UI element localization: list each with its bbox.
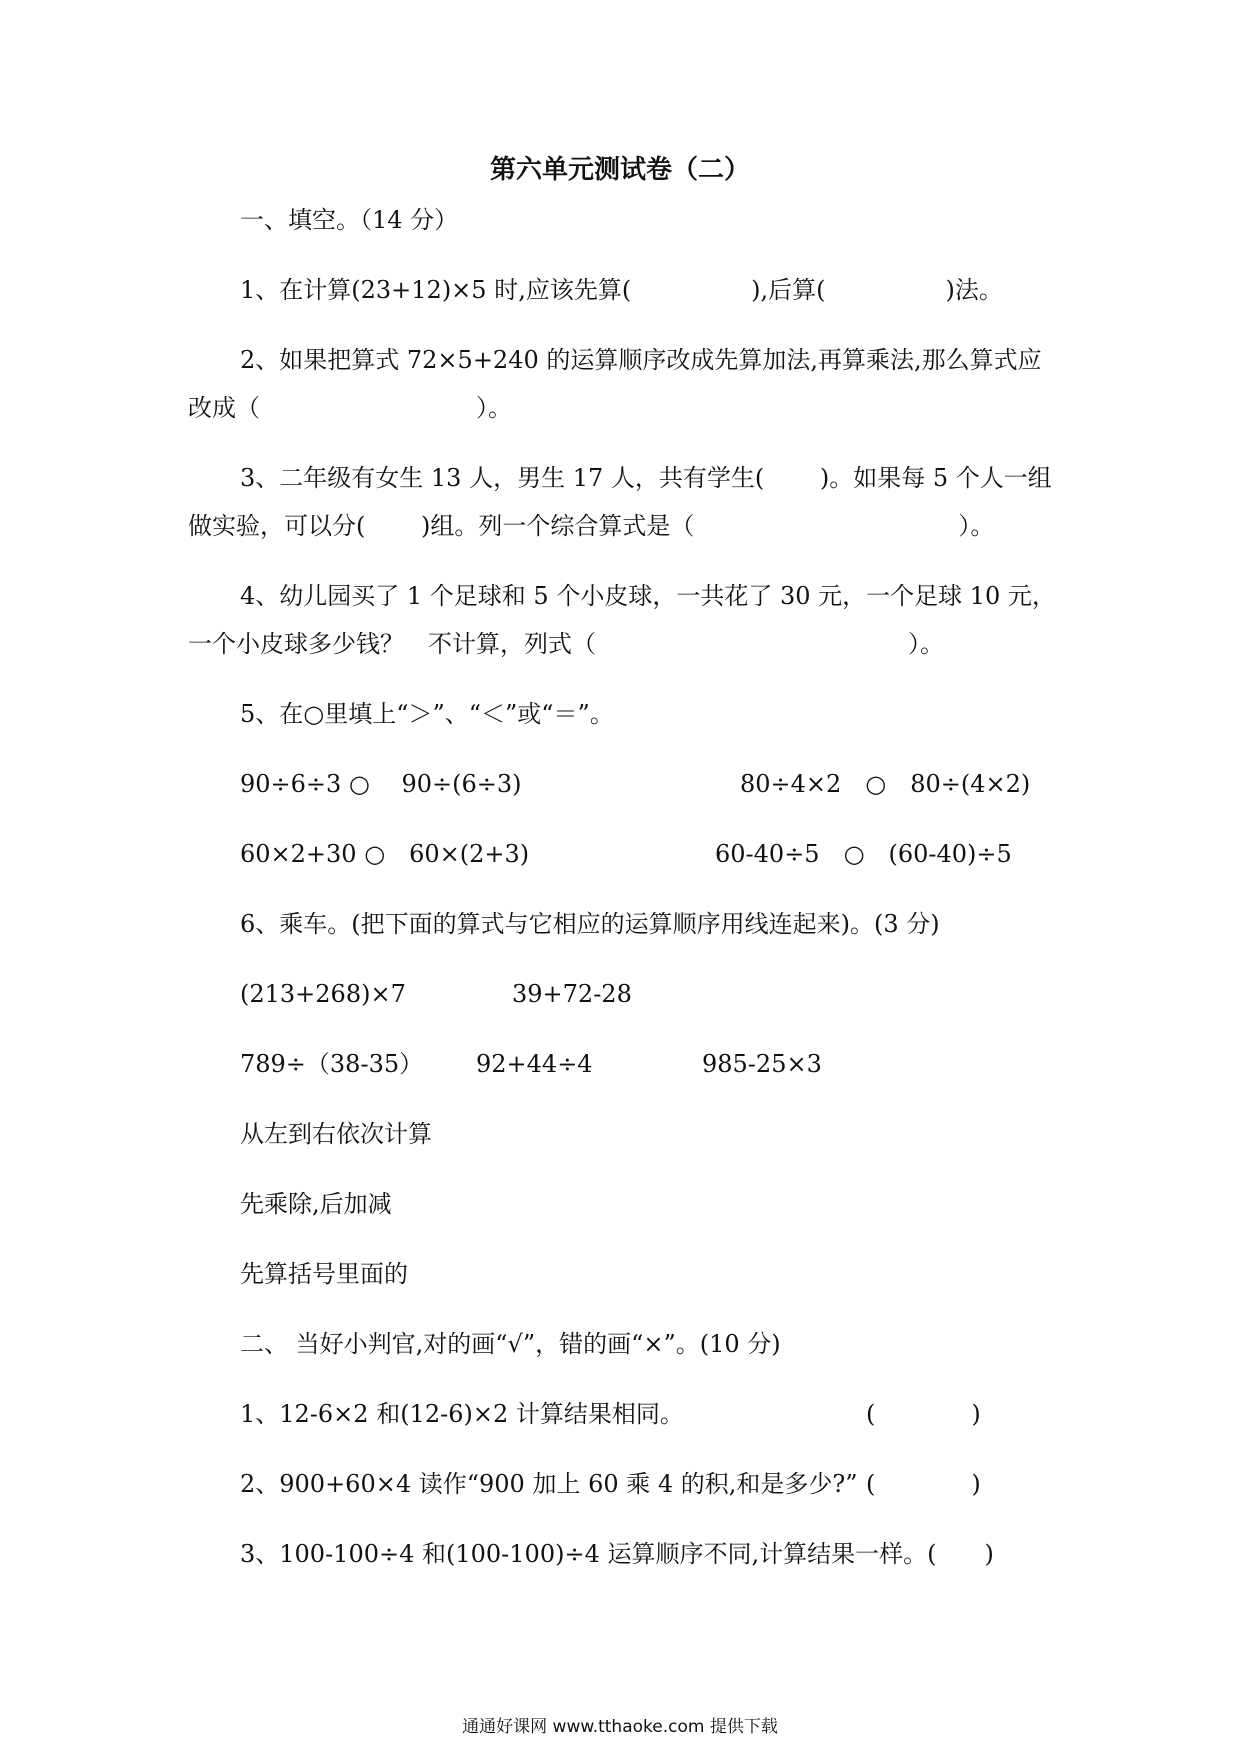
judge-bracket-2: ( ) — [866, 1470, 981, 1498]
match-expression-3: 789÷（38-35） — [240, 1050, 424, 1078]
question-2-line1: 2、如果把算式 72×5+240 的运算顺序改成先算加法,再算乘法,那么算式应 — [240, 346, 1042, 374]
compare-item-4: 60-40÷5 ○ (60-40)÷5 — [715, 840, 1012, 868]
question-5: 5、在○里填上“＞”、“＜”或“＝”。 — [240, 700, 614, 728]
compare-item-3: 60×2+30 ○ 60×(2+3) — [240, 840, 530, 868]
judge-item-1: 1、12-6×2 和(12-6)×2 计算结果相同。 — [240, 1400, 684, 1428]
page-title: 第六单元测试卷（二） — [489, 155, 750, 185]
match-expression-1: (213+268)×7 — [240, 980, 406, 1008]
question-6: 6、乘车。(把下面的算式与它相应的运算顺序用线连起来)。(3 分) — [240, 910, 940, 938]
compare-item-1: 90÷6÷3 ○ 90÷(6÷3) — [240, 770, 522, 798]
match-order-1: 从左到右依次计算 — [240, 1120, 432, 1148]
question-4-line1: 4、幼儿园买了 1 个足球和 5 个小皮球，一共花了 30 元，一个足球 10 元， — [240, 582, 1056, 610]
judge-bracket-1: ( ) — [866, 1400, 981, 1428]
match-expression-4: 92+44÷4 — [476, 1050, 593, 1078]
question-3-line2: 做实验，可以分( )组。列一个综合算式是（ ）。 — [188, 512, 995, 540]
section2-heading: 二、 当好小判官,对的画“√”，错的画“×”。(10 分) — [240, 1330, 781, 1358]
judge-item-3: 3、100-100÷4 和(100-100)÷4 运算顺序不同,计算结果一样。( ) — [240, 1540, 994, 1568]
question-3-line1: 3、二年级有女生 13 人，男生 17 人，共有学生( )。如果每 5 个人一组 — [240, 464, 1052, 492]
question-4-line2: 一个小皮球多少钱？ 不计算，列式（ ）。 — [188, 630, 944, 658]
question-2-line2: 改成（ ）。 — [188, 394, 512, 422]
match-order-2: 先乘除,后加减 — [240, 1190, 392, 1218]
question-1: 1、在计算(23+12)×5 时,应该先算( ),后算( )法。 — [240, 276, 1003, 304]
match-order-3: 先算括号里面的 — [240, 1260, 408, 1288]
match-expression-5: 985-25×3 — [702, 1050, 822, 1078]
compare-item-2: 80÷4×2 ○ 80÷(4×2) — [740, 770, 1031, 798]
match-expression-2: 39+72-28 — [512, 980, 632, 1008]
footer-watermark: 通通好课网 www.tthaoke.com 提供下载 — [462, 1717, 778, 1737]
section1-heading: 一、填空。（14 分） — [240, 206, 459, 234]
judge-item-2: 2、900+60×4 读作“900 加上 60 乘 4 的积,和是多少?” — [240, 1470, 858, 1498]
